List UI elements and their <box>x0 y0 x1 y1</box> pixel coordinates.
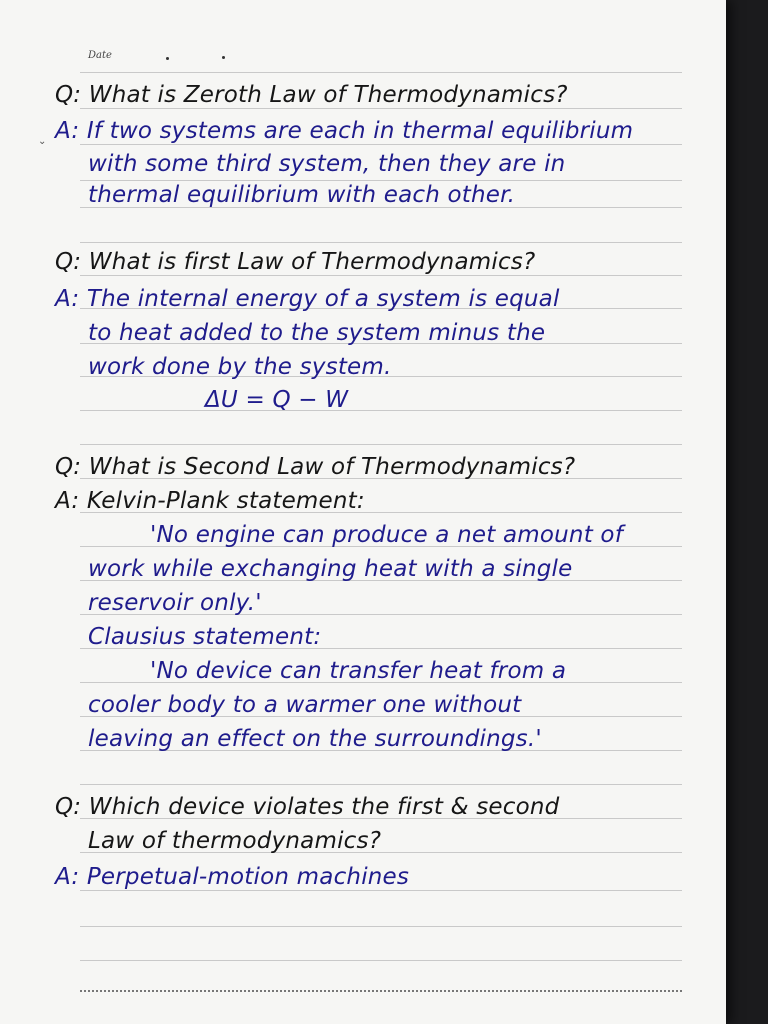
answer-line: cooler body to a warmer one without <box>88 692 522 718</box>
answer-line: reservoir only.' <box>88 590 262 616</box>
page-dot <box>222 56 225 59</box>
answer-line: A: If two systems are each in thermal equilibrium <box>55 118 634 144</box>
answer-line: 'No device can transfer heat from a <box>150 658 567 684</box>
kelvin-plank-heading: A: Kelvin-Plank statement: <box>55 488 365 514</box>
question-perpetual-motion: Q: Which device violates the first & second <box>55 794 560 820</box>
question-line: Law of thermodynamics? <box>88 828 382 854</box>
question-zeroth-law: Q: What is Zeroth Law of Thermodynamics? <box>55 82 568 108</box>
answer-line: A: Perpetual-motion machines <box>55 864 410 890</box>
margin-mark-icon: ⌄ <box>38 136 47 147</box>
ruled-line <box>80 784 682 785</box>
answer-line: thermal equilibrium with each other. <box>88 182 516 208</box>
question-second-law: Q: What is Second Law of Thermodynamics? <box>55 454 576 480</box>
clausius-heading: Clausius statement: <box>88 624 322 650</box>
ruled-line <box>80 960 682 961</box>
answer-line: A: The internal energy of a system is equal <box>55 286 560 312</box>
equation: ΔU = Q − W <box>205 387 349 413</box>
ruled-line <box>80 444 682 445</box>
answer-line: leaving an effect on the surroundings.' <box>88 726 542 752</box>
ruled-line <box>80 72 682 73</box>
ruled-line <box>80 410 682 411</box>
answer-line: 'No engine can produce a net amount of <box>150 522 623 548</box>
ruled-line <box>80 990 682 992</box>
page-dot <box>166 57 169 60</box>
answer-line: work while exchanging heat with a single <box>88 556 573 582</box>
answer-line: with some third system, then they are in <box>88 151 566 177</box>
ruled-line <box>80 242 682 243</box>
date-label: Date <box>88 50 112 61</box>
answer-line: work done by the system. <box>88 354 392 380</box>
answer-line: to heat added to the system minus the <box>88 320 546 346</box>
ruled-line <box>80 926 682 927</box>
question-first-law: Q: What is first Law of Thermodynamics? <box>55 249 536 275</box>
